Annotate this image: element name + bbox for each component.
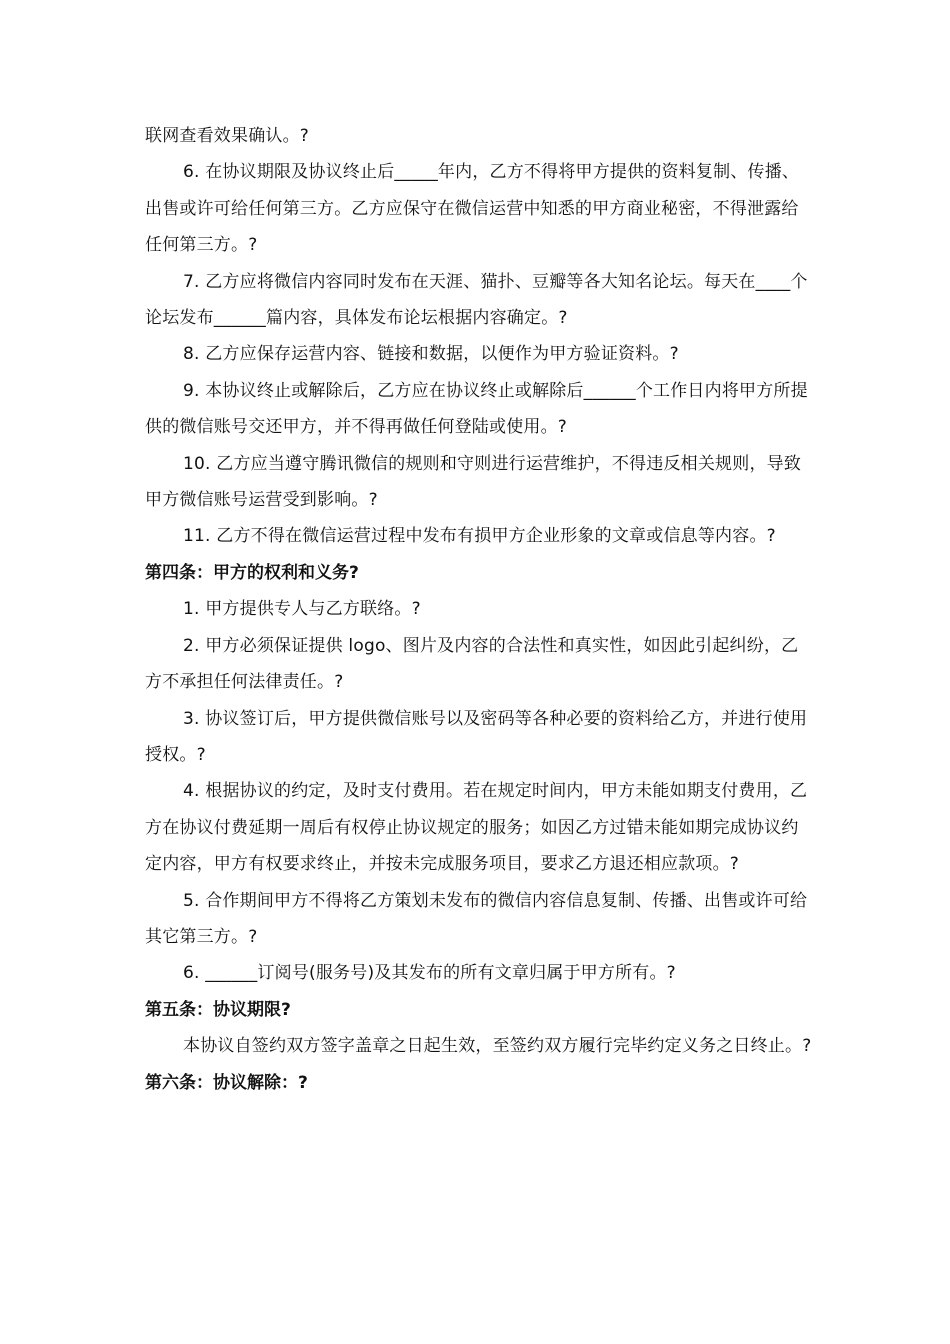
clause-4-item-1: 1. 甲方提供专人与乙方联络。? — [183, 599, 421, 620]
clause-4-item-4: 4. 根据协议的约定，及时支付费用。若在规定时间内，甲方未能如期支付费用，乙方在协议付费延期一周后有权停止协议规定的服务；如因乙方过错未能如期完成协议约定内容，甲方有权要求终止，并按未完成服务项目，要求乙方退还相应款项。? — [145, 781, 808, 875]
clause-3-item-10: 10. 乙方应当遵守腾讯微信的规则和守则进行运营维护，不得违反相关规则，导致甲方微信账号运营受到影响。? — [145, 453, 802, 511]
clause-3-item-9: 9. 本协议终止或解除后，乙方应在协议终止或解除后______个工作日内将甲方所提供的微信账号交还甲方，并不得再做任何登陆或使用。? — [145, 380, 808, 438]
clause-3-item-7: 7. 乙方应将微信内容同时发布在天涯、猫扑、豆瓣等各大知名论坛。每天在____个论坛发布______篇内容，具体发布论坛根据内容确定。? — [145, 271, 808, 329]
clause-3-item-8: 8. 乙方应保存运营内容、链接和数据，以便作为甲方验证资料。? — [183, 344, 679, 365]
paragraph-continuation: 联网查看效果确认。? — [145, 126, 310, 146]
clause-3-item-6: 6. 在协议期限及协议终止后_____年内，乙方不得将甲方提供的资料复制、传播、出售或许可给任何第三方。乙方应保守在微信运营中知悉的甲方商业秘密，不得泄露给任何第三方。? — [145, 162, 800, 256]
clause-3-item-11: 11. 乙方不得在微信运营过程中发布有损甲方企业形象的文章或信息等内容。? — [183, 526, 776, 547]
clause-4-item-2: 2. 甲方必须保证提供 logo、图片及内容的合法性和真实性，如因此引起纠纷，乙方不承担任何法律责任。? — [145, 635, 799, 693]
section-heading-article-6: 第六条：协议解除：? — [145, 1072, 308, 1093]
section-heading-article-4: 第四条：甲方的权利和义务? — [145, 562, 359, 583]
clause-4-item-6: 6. ______订阅号(服务号)及其发布的所有文章归属于甲方所有。? — [183, 963, 676, 984]
clause-4-item-5: 5. 合作期间甲方不得将乙方策划未发布的微信内容信息复制、传播、出售或许可给其它第三方。? — [145, 890, 808, 947]
section-heading-article-5: 第五条：协议期限? — [145, 999, 291, 1020]
clause-4-item-3: 3. 协议签订后，甲方提供微信账号以及密码等各种必要的资料给乙方，并进行使用授权。? — [145, 708, 808, 765]
clause-5-body: 本协议自签约双方签字盖章之日起生效，至签约双方履行完毕约定义务之日终止。? — [183, 1036, 812, 1057]
document-body — [145, 118, 815, 1101]
